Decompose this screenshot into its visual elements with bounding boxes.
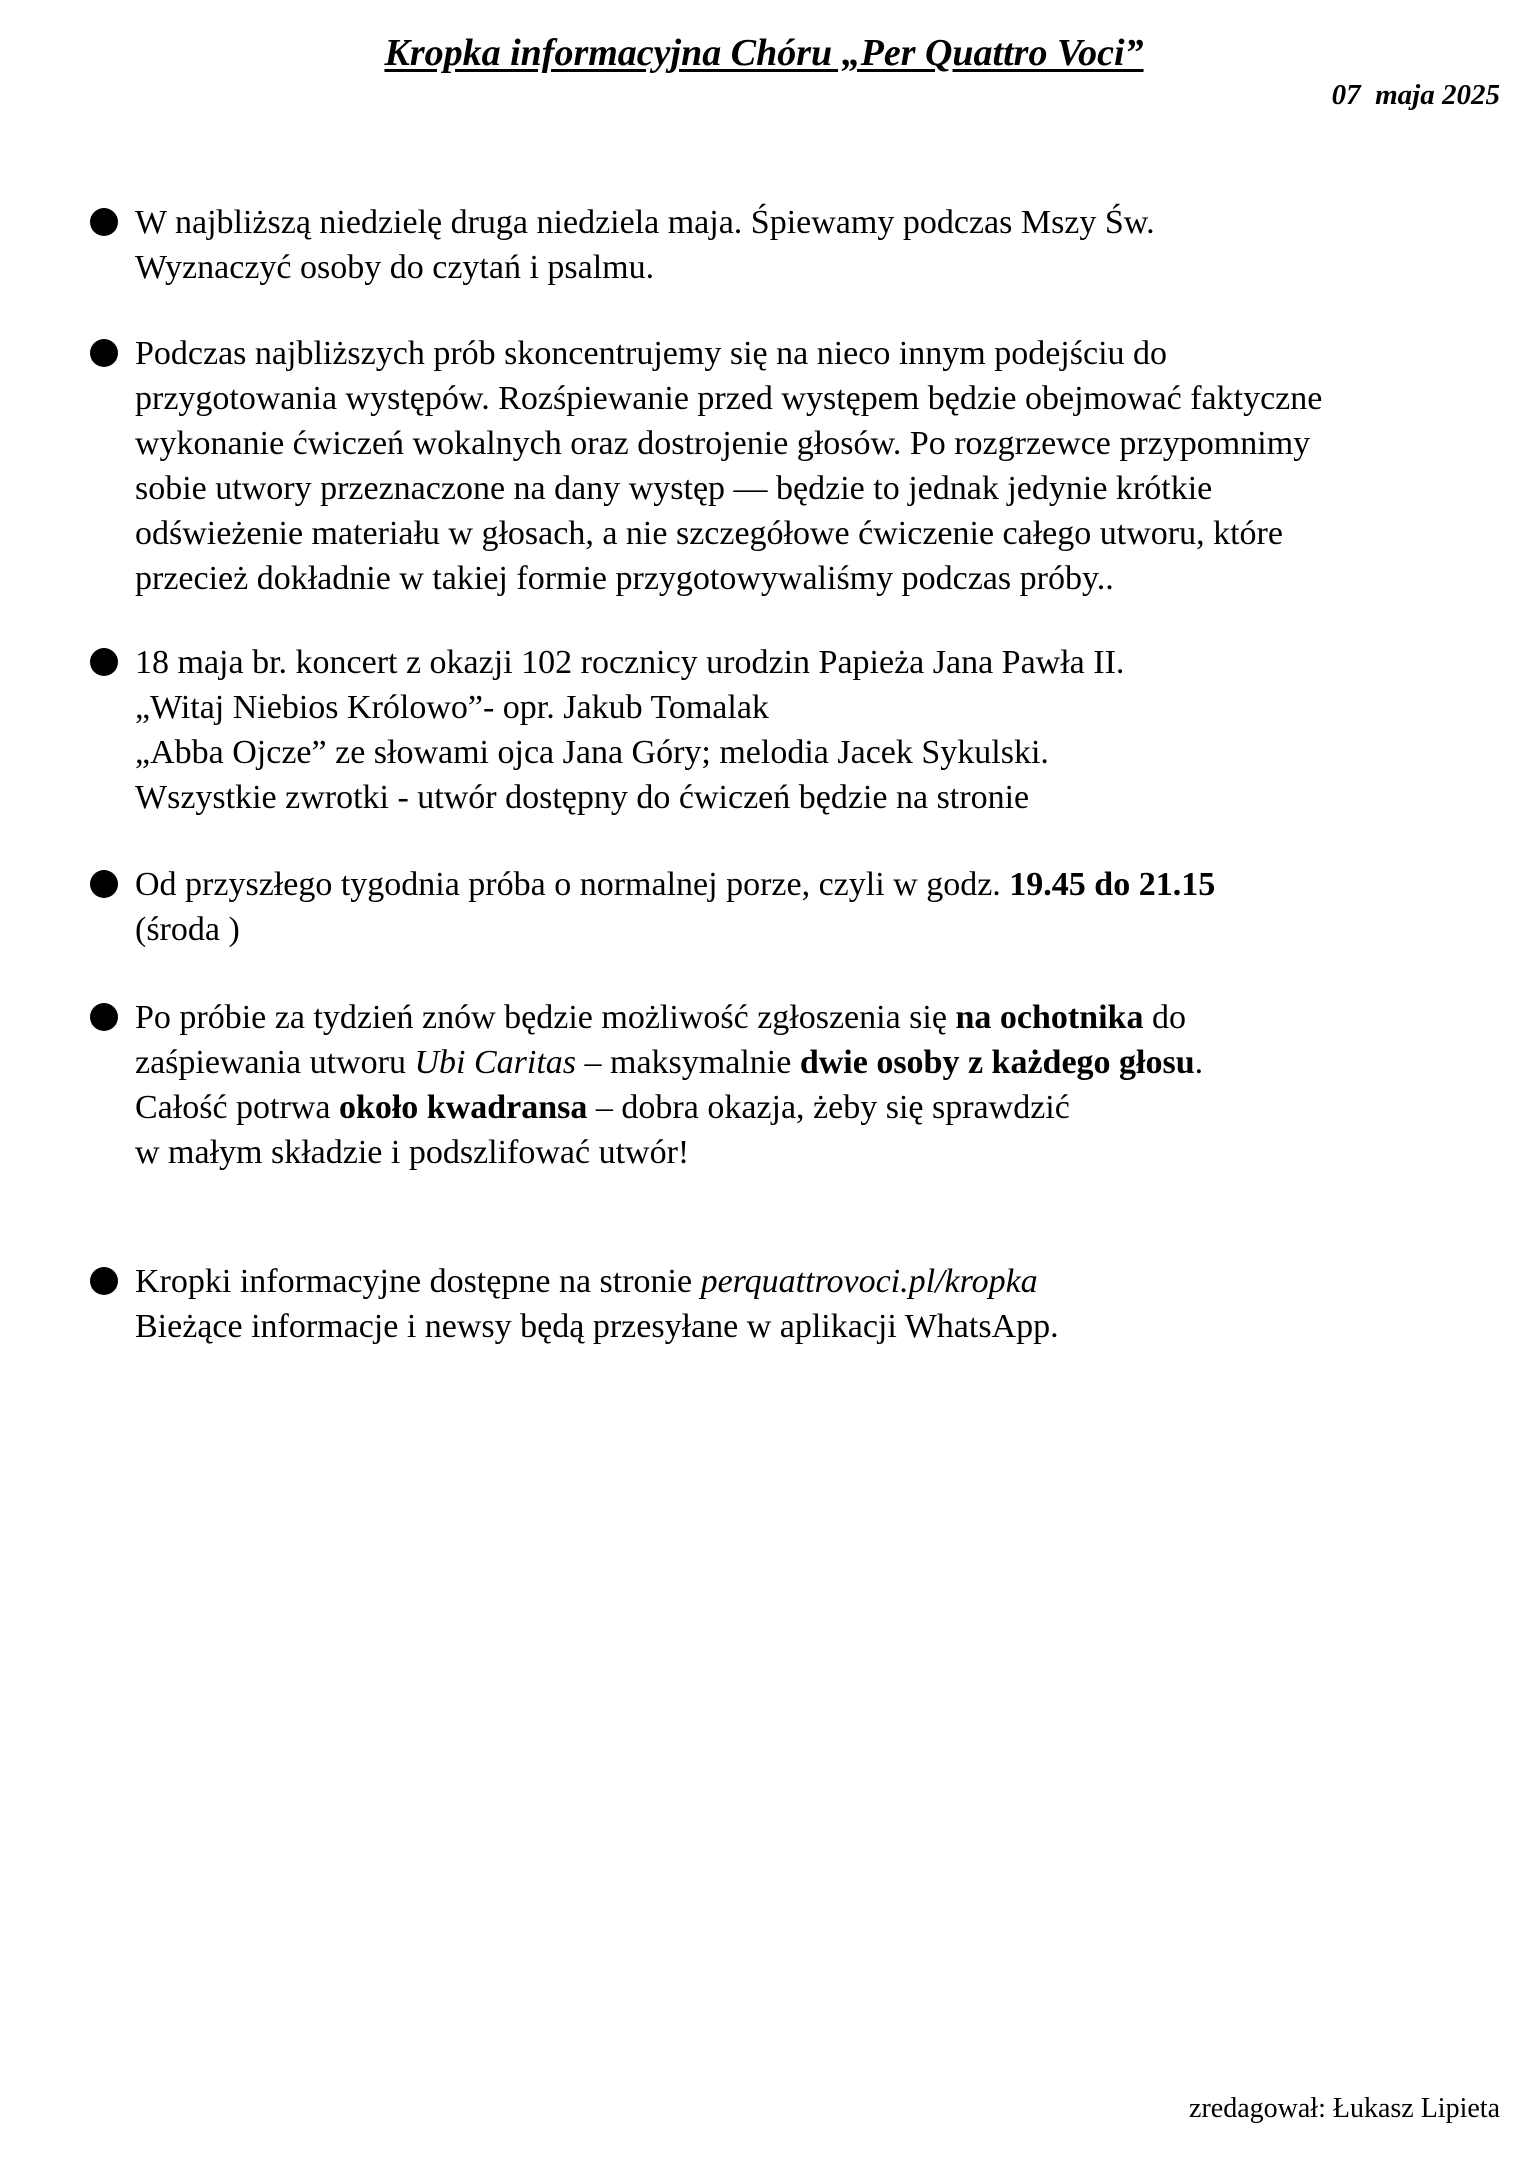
text-line bbox=[135, 1085, 1505, 1130]
editor-signature: zredagował: Łukasz Lipieta bbox=[1189, 2093, 1500, 2124]
text-line: sobie utwory przeznaczone na dany występ — będzie to jednak jedynie krótkie bbox=[135, 470, 1213, 507]
list-item-text bbox=[135, 331, 1505, 601]
text-line: „Witaj Niebios Królowo”- opr. Jakub Tomalak bbox=[135, 689, 769, 726]
text-line: Wyznaczyć osoby do czytań i psalmu. bbox=[135, 249, 655, 286]
website-link[interactable]: perquattrovoci.pl/kropka bbox=[700, 1263, 1038, 1300]
bullet-icon bbox=[90, 870, 118, 898]
bullet-icon bbox=[90, 208, 118, 236]
list-item-text bbox=[135, 200, 1505, 290]
list-item-text bbox=[135, 862, 1505, 952]
text-line bbox=[135, 862, 1505, 907]
text-line: 18 maja br. koncert z okazji 102 rocznicy urodzin Papieża Jana Pawła II. bbox=[135, 644, 1125, 681]
text-run: Całość potrwa bbox=[135, 1089, 339, 1126]
list-item-text bbox=[135, 995, 1505, 1175]
text-line bbox=[135, 995, 1505, 1040]
text-line: (środa ) bbox=[135, 911, 240, 948]
rehearsal-hours: 19.45 do 21.15 bbox=[1009, 866, 1216, 903]
text-line bbox=[135, 1040, 1505, 1085]
document-date: 07 maja 2025 bbox=[1331, 79, 1500, 111]
bullet-icon bbox=[90, 1267, 118, 1295]
bullet-icon bbox=[90, 1003, 118, 1031]
text-line: wykonanie ćwiczeń wokalnych oraz dostrojenie głosów. Po rozgrzewce przypomnimy bbox=[135, 425, 1311, 462]
text-line: Bieżące informacje i newsy będą przesyłane w aplikacji WhatsApp. bbox=[135, 1308, 1059, 1345]
text-run: Po próbie za tydzień znów będzie możliwość zgłoszenia się bbox=[135, 999, 956, 1036]
text-line: W najbliższą niedzielę druga niedziela maja. Śpiewamy podczas Mszy Św. bbox=[135, 204, 1155, 241]
text-run: – dobra okazja, żeby się sprawdzić bbox=[587, 1089, 1070, 1126]
text-line: odświeżenie materiału w głosach, a nie szczegółowe ćwiczenie całego utworu, które bbox=[135, 515, 1283, 552]
text-run: Kropki informacyjne dostępne na stronie bbox=[135, 1263, 701, 1300]
text-line: Wszystkie zwrotki - utwór dostępny do ćwiczeń będzie na stronie bbox=[135, 779, 1030, 816]
list-item-text bbox=[135, 1259, 1505, 1349]
text-line: przecież dokładnie w takiej formie przygotowywaliśmy podczas próby.. bbox=[135, 560, 1114, 597]
song-title: Ubi Caritas bbox=[414, 1044, 577, 1081]
document-title: Kropka informacyjna Chóru „Per Quattro Voci” bbox=[384, 32, 1144, 74]
rehearsal-text: Od przyszłego tygodnia próba o normalnej porze, czyli w godz. bbox=[135, 866, 1010, 903]
emphasis-volunteer: na ochotnika bbox=[955, 999, 1144, 1036]
bullet-icon bbox=[90, 648, 118, 676]
text-run: zaśpiewania utworu bbox=[135, 1044, 415, 1081]
emphasis-duration: około kwadransa bbox=[338, 1089, 588, 1126]
list-item-text bbox=[135, 640, 1505, 820]
emphasis-two-persons: dwie osoby z każdego głosu bbox=[799, 1044, 1195, 1081]
bullet-icon bbox=[90, 339, 118, 367]
text-line: w małym składzie i podszlifować utwór! bbox=[135, 1134, 690, 1171]
text-line: „Abba Ojcze” ze słowami ojca Jana Góry; melodia Jacek Sykulski. bbox=[135, 734, 1049, 771]
text-line: Podczas najbliższych prób skoncentrujemy się na nieco innym podejściu do bbox=[135, 335, 1168, 372]
text-line bbox=[135, 1259, 1505, 1304]
text-line: przygotowania występów. Rozśpiewanie przed występem będzie obejmować faktyczne bbox=[135, 380, 1323, 417]
text-run: do bbox=[1143, 999, 1186, 1036]
text-run: – maksymalnie bbox=[576, 1044, 800, 1081]
text-run: . bbox=[1194, 1044, 1204, 1081]
